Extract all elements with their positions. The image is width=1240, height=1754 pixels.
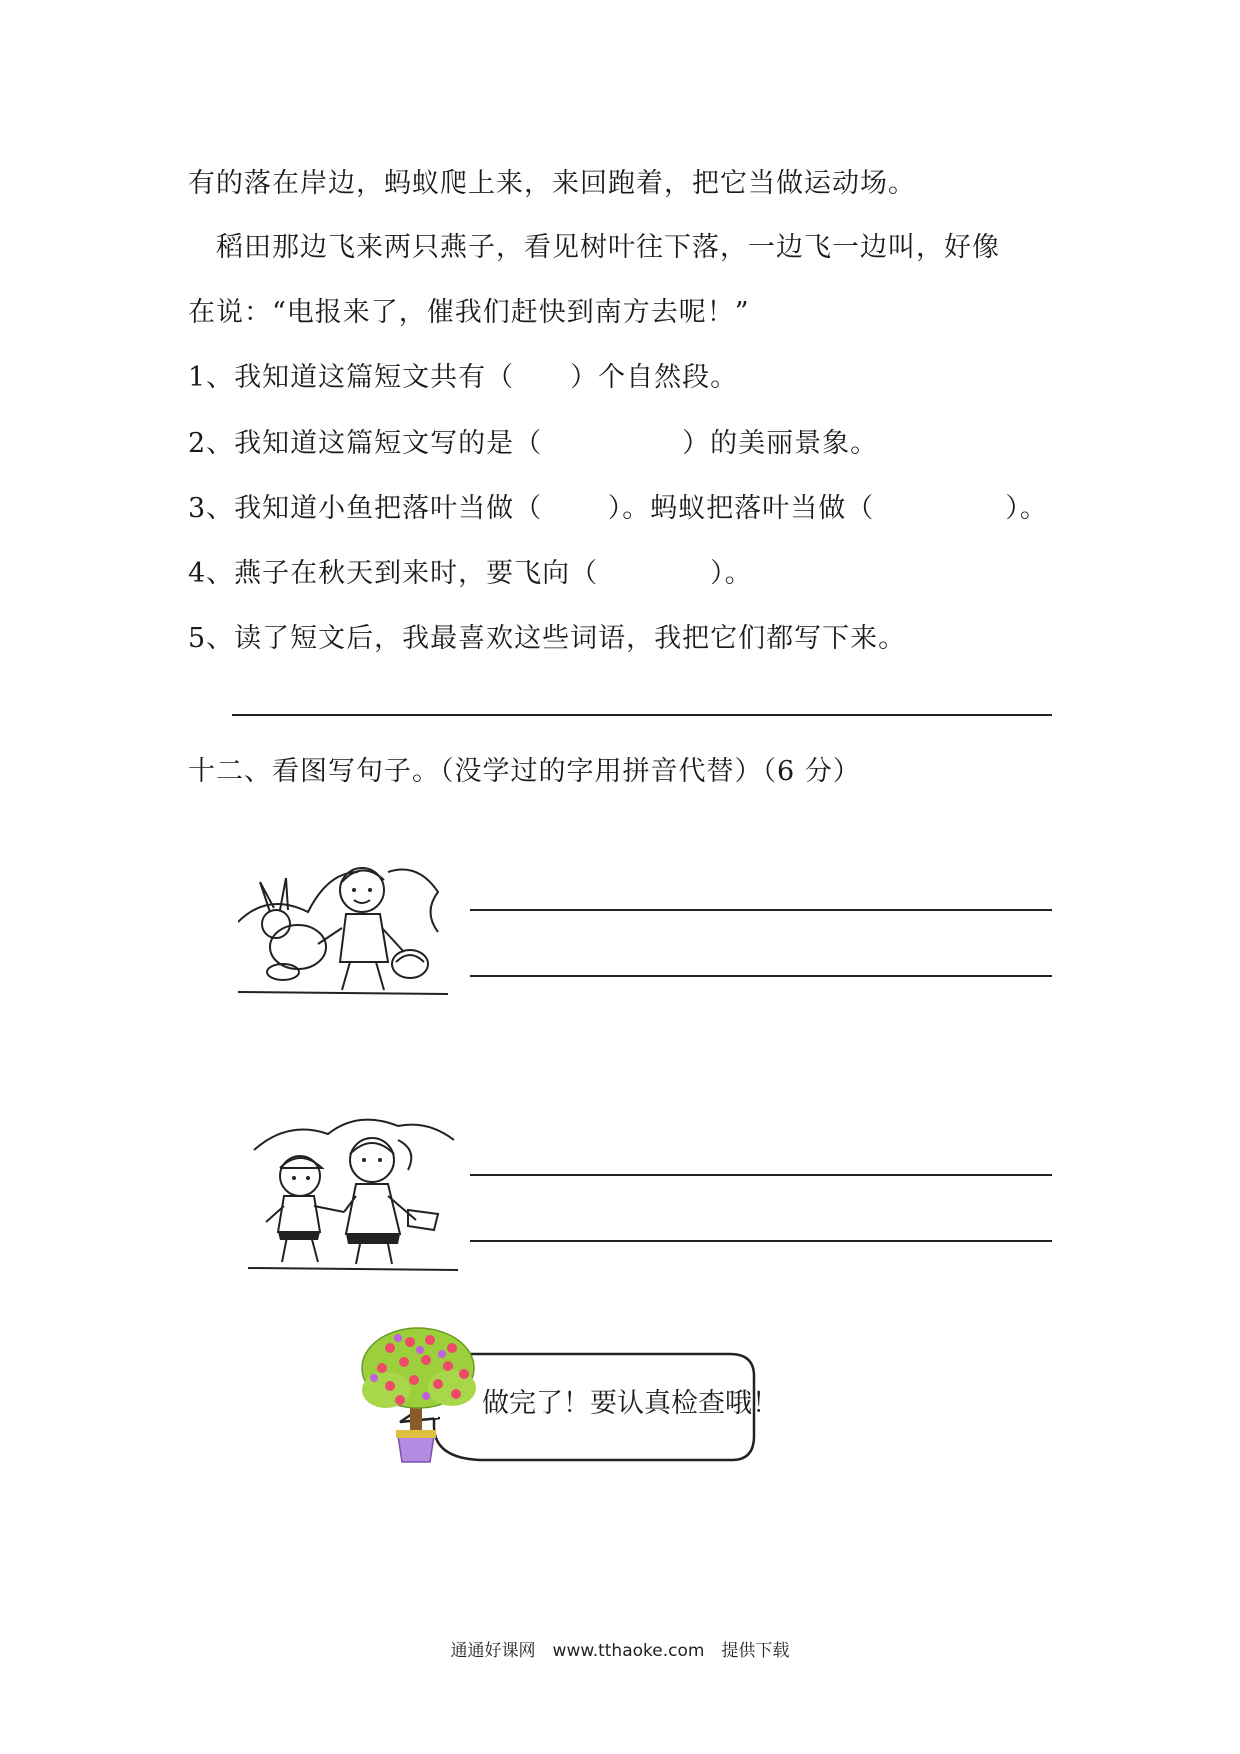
picture-child-feeding-rabbit bbox=[238, 852, 448, 1002]
answer-line-1b[interactable] bbox=[470, 975, 1052, 977]
passage-line-2: 稻田那边飞来两只燕子，看见树叶往下落，一边飞一边叫，好像 bbox=[188, 232, 1000, 263]
answer-line-words[interactable] bbox=[232, 714, 1052, 716]
question-3: 3、我知道小鱼把落叶当做（ ）。蚂蚁把落叶当做（ ）。 bbox=[188, 493, 1048, 524]
picture-two-children-walking bbox=[248, 1110, 458, 1272]
section-12-title: 十二、看图写句子。（没学过的字用拼音代替）（6 分） bbox=[188, 756, 861, 787]
answer-line-2b[interactable] bbox=[470, 1240, 1052, 1242]
question-2: 2、我知道这篇短文写的是（ ）的美丽景象。 bbox=[188, 428, 879, 459]
passage-line-1: 有的落在岸边，蚂蚁爬上来，来回跑着，把它当做运动场。 bbox=[188, 168, 916, 199]
passage-line-3: 在说：“电报来了，催我们赶快到南方去呢！” bbox=[188, 297, 750, 328]
footer-credit: 通通好课网 www.tthaoke.com 提供下载 bbox=[450, 1641, 790, 1661]
question-5: 5、读了短文后，我最喜欢这些词语，我把它们都写下来。 bbox=[188, 623, 907, 654]
question-4: 4、燕子在秋天到来时，要飞向（ ）。 bbox=[188, 558, 753, 589]
answer-line-2a[interactable] bbox=[470, 1174, 1052, 1176]
answer-line-1a[interactable] bbox=[470, 909, 1052, 911]
question-1: 1、我知道这篇短文共有（ ）个自然段。 bbox=[188, 362, 739, 393]
reminder-text: 做完了！要认真检查哦！ bbox=[482, 1388, 779, 1419]
